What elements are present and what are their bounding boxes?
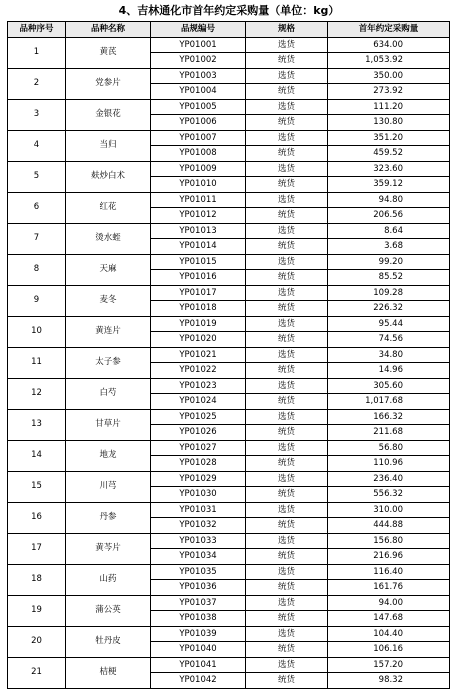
quantity-cell: 166.32 bbox=[328, 409, 450, 425]
quantity-cell: 3.68 bbox=[328, 239, 450, 255]
variety-name-cell: 山药 bbox=[66, 564, 151, 595]
quantity-cell: 104.40 bbox=[328, 626, 450, 642]
table-row bbox=[8, 564, 450, 580]
spec-code-cell: YP01016 bbox=[151, 270, 246, 286]
spec-code-cell: YP01031 bbox=[151, 502, 246, 518]
spec-code-cell: YP01002 bbox=[151, 53, 246, 69]
variety-no-cell: 21 bbox=[8, 657, 66, 688]
spec-code-cell: YP01040 bbox=[151, 642, 246, 658]
spec-cell: 选货 bbox=[246, 316, 328, 332]
variety-name-cell: 红花 bbox=[66, 192, 151, 223]
variety-no-cell: 9 bbox=[8, 285, 66, 316]
table-row bbox=[8, 533, 450, 549]
spec-cell: 统货 bbox=[246, 518, 328, 534]
variety-name-cell: 黄芪 bbox=[66, 37, 151, 68]
spec-code-cell: YP01008 bbox=[151, 146, 246, 162]
variety-no-cell: 1 bbox=[8, 37, 66, 68]
spec-cell: 选货 bbox=[246, 378, 328, 394]
quantity-cell: 14.96 bbox=[328, 363, 450, 379]
spec-code-cell: YP01042 bbox=[151, 673, 246, 689]
spec-code-cell: YP01004 bbox=[151, 84, 246, 100]
variety-no-cell: 18 bbox=[8, 564, 66, 595]
spec-cell: 选货 bbox=[246, 254, 328, 270]
spec-code-cell: YP01038 bbox=[151, 611, 246, 627]
spec-cell: 统货 bbox=[246, 580, 328, 596]
spec-code-cell: YP01006 bbox=[151, 115, 246, 131]
quantity-cell: 34.80 bbox=[328, 347, 450, 363]
variety-name-cell: 天麻 bbox=[66, 254, 151, 285]
variety-no-cell: 2 bbox=[8, 68, 66, 99]
spec-code-cell: YP01033 bbox=[151, 533, 246, 549]
spec-cell: 选货 bbox=[246, 192, 328, 208]
variety-name-cell: 麦冬 bbox=[66, 285, 151, 316]
spec-code-cell: YP01030 bbox=[151, 487, 246, 503]
spec-cell: 选货 bbox=[246, 657, 328, 673]
variety-no-cell: 3 bbox=[8, 99, 66, 130]
spec-cell: 统货 bbox=[246, 177, 328, 193]
quantity-cell: 116.40 bbox=[328, 564, 450, 580]
table-row bbox=[8, 130, 450, 146]
quantity-cell: 323.60 bbox=[328, 161, 450, 177]
quantity-cell: 94.00 bbox=[328, 595, 450, 611]
table-row bbox=[8, 626, 450, 642]
spec-code-cell: YP01027 bbox=[151, 440, 246, 456]
quantity-cell: 161.76 bbox=[328, 580, 450, 596]
header-row bbox=[8, 22, 450, 38]
variety-no-cell: 13 bbox=[8, 409, 66, 440]
variety-no-cell: 11 bbox=[8, 347, 66, 378]
spec-code-cell: YP01003 bbox=[151, 68, 246, 84]
spec-cell: 统货 bbox=[246, 549, 328, 565]
quantity-cell: 130.80 bbox=[328, 115, 450, 131]
variety-no-cell: 17 bbox=[8, 533, 66, 564]
spec-cell: 统货 bbox=[246, 611, 328, 627]
table-row bbox=[8, 254, 450, 270]
variety-name-cell: 黄连片 bbox=[66, 316, 151, 347]
variety-name-cell: 蒲公英 bbox=[66, 595, 151, 626]
quantity-cell: 359.12 bbox=[328, 177, 450, 193]
table-row bbox=[8, 347, 450, 363]
spec-code-cell: YP01022 bbox=[151, 363, 246, 379]
table-row bbox=[8, 409, 450, 425]
table-row bbox=[8, 316, 450, 332]
variety-no-cell: 14 bbox=[8, 440, 66, 471]
quantity-cell: 156.80 bbox=[328, 533, 450, 549]
quantity-cell: 1,017.68 bbox=[328, 394, 450, 410]
variety-name-cell: 牡丹皮 bbox=[66, 626, 151, 657]
variety-no-cell: 16 bbox=[8, 502, 66, 533]
spec-code-cell: YP01021 bbox=[151, 347, 246, 363]
variety-name-cell: 桔梗 bbox=[66, 657, 151, 688]
spec-cell: 统货 bbox=[246, 53, 328, 69]
table-row bbox=[8, 471, 450, 487]
quantity-cell: 273.92 bbox=[328, 84, 450, 100]
spec-code-cell: YP01020 bbox=[151, 332, 246, 348]
spec-cell: 统货 bbox=[246, 456, 328, 472]
spec-cell: 选货 bbox=[246, 130, 328, 146]
spec-cell: 选货 bbox=[246, 471, 328, 487]
quantity-cell: 206.56 bbox=[328, 208, 450, 224]
quantity-cell: 236.40 bbox=[328, 471, 450, 487]
quantity-cell: 98.32 bbox=[328, 673, 450, 689]
spec-code-cell: YP01028 bbox=[151, 456, 246, 472]
spec-code-cell: YP01007 bbox=[151, 130, 246, 146]
variety-no-cell: 12 bbox=[8, 378, 66, 409]
table-row bbox=[8, 99, 450, 115]
variety-no-cell: 4 bbox=[8, 130, 66, 161]
variety-no-cell: 8 bbox=[8, 254, 66, 285]
spec-code-cell: YP01014 bbox=[151, 239, 246, 255]
spec-cell: 选货 bbox=[246, 440, 328, 456]
variety-name-cell: 麸炒白术 bbox=[66, 161, 151, 192]
quantity-cell: 106.16 bbox=[328, 642, 450, 658]
spec-cell: 统货 bbox=[246, 239, 328, 255]
variety-no-cell: 6 bbox=[8, 192, 66, 223]
variety-name-cell: 黄芩片 bbox=[66, 533, 151, 564]
header-quantity: 首年约定采购量 bbox=[328, 22, 450, 38]
spec-cell: 选货 bbox=[246, 68, 328, 84]
quantity-cell: 556.32 bbox=[328, 487, 450, 503]
table-row bbox=[8, 502, 450, 518]
spec-cell: 选货 bbox=[246, 564, 328, 580]
quantity-cell: 95.44 bbox=[328, 316, 450, 332]
spec-code-cell: YP01012 bbox=[151, 208, 246, 224]
table-row bbox=[8, 68, 450, 84]
spec-code-cell: YP01026 bbox=[151, 425, 246, 441]
procurement-table bbox=[7, 21, 450, 689]
quantity-cell: 56.80 bbox=[328, 440, 450, 456]
spec-cell: 选货 bbox=[246, 223, 328, 239]
spec-cell: 统货 bbox=[246, 332, 328, 348]
quantity-cell: 111.20 bbox=[328, 99, 450, 115]
spec-cell: 统货 bbox=[246, 394, 328, 410]
quantity-cell: 351.20 bbox=[328, 130, 450, 146]
quantity-cell: 1,053.92 bbox=[328, 53, 450, 69]
quantity-cell: 310.00 bbox=[328, 502, 450, 518]
spec-code-cell: YP01011 bbox=[151, 192, 246, 208]
header-variety-no: 品种序号 bbox=[8, 22, 66, 38]
variety-name-cell: 川芎 bbox=[66, 471, 151, 502]
quantity-cell: 216.96 bbox=[328, 549, 450, 565]
spec-cell: 统货 bbox=[246, 146, 328, 162]
spec-cell: 选货 bbox=[246, 347, 328, 363]
quantity-cell: 109.28 bbox=[328, 285, 450, 301]
spec-code-cell: YP01032 bbox=[151, 518, 246, 534]
quantity-cell: 99.20 bbox=[328, 254, 450, 270]
spec-code-cell: YP01018 bbox=[151, 301, 246, 317]
spec-code-cell: YP01010 bbox=[151, 177, 246, 193]
spec-code-cell: YP01036 bbox=[151, 580, 246, 596]
variety-name-cell: 丹参 bbox=[66, 502, 151, 533]
variety-name-cell: 金银花 bbox=[66, 99, 151, 130]
table-row bbox=[8, 595, 450, 611]
spec-code-cell: YP01034 bbox=[151, 549, 246, 565]
spec-code-cell: YP01019 bbox=[151, 316, 246, 332]
spec-cell: 选货 bbox=[246, 99, 328, 115]
spec-cell: 统货 bbox=[246, 301, 328, 317]
quantity-cell: 459.52 bbox=[328, 146, 450, 162]
spec-code-cell: YP01035 bbox=[151, 564, 246, 580]
spec-cell: 选货 bbox=[246, 502, 328, 518]
variety-no-cell: 7 bbox=[8, 223, 66, 254]
quantity-cell: 8.64 bbox=[328, 223, 450, 239]
spec-cell: 选货 bbox=[246, 533, 328, 549]
quantity-cell: 110.96 bbox=[328, 456, 450, 472]
spec-cell: 选货 bbox=[246, 409, 328, 425]
variety-no-cell: 5 bbox=[8, 161, 66, 192]
quantity-cell: 226.32 bbox=[328, 301, 450, 317]
spec-code-cell: YP01005 bbox=[151, 99, 246, 115]
spec-cell: 统货 bbox=[246, 673, 328, 689]
spec-cell: 选货 bbox=[246, 161, 328, 177]
table-row bbox=[8, 285, 450, 301]
quantity-cell: 444.88 bbox=[328, 518, 450, 534]
table-header bbox=[8, 22, 450, 38]
spec-cell: 选货 bbox=[246, 285, 328, 301]
spec-code-cell: YP01037 bbox=[151, 595, 246, 611]
table-row bbox=[8, 440, 450, 456]
quantity-cell: 85.52 bbox=[328, 270, 450, 286]
variety-name-cell: 太子参 bbox=[66, 347, 151, 378]
spec-code-cell: YP01015 bbox=[151, 254, 246, 270]
variety-no-cell: 10 bbox=[8, 316, 66, 347]
quantity-cell: 74.56 bbox=[328, 332, 450, 348]
variety-no-cell: 20 bbox=[8, 626, 66, 657]
spec-cell: 统货 bbox=[246, 84, 328, 100]
table-row bbox=[8, 378, 450, 394]
spec-code-cell: YP01001 bbox=[151, 37, 246, 53]
spec-code-cell: YP01013 bbox=[151, 223, 246, 239]
table-body bbox=[8, 37, 450, 688]
variety-name-cell: 地龙 bbox=[66, 440, 151, 471]
spec-cell: 统货 bbox=[246, 115, 328, 131]
spec-code-cell: YP01039 bbox=[151, 626, 246, 642]
spec-cell: 统货 bbox=[246, 642, 328, 658]
spec-cell: 统货 bbox=[246, 487, 328, 503]
variety-name-cell: 当归 bbox=[66, 130, 151, 161]
quantity-cell: 157.20 bbox=[328, 657, 450, 673]
variety-name-cell: 甘草片 bbox=[66, 409, 151, 440]
spec-code-cell: YP01024 bbox=[151, 394, 246, 410]
spec-cell: 统货 bbox=[246, 208, 328, 224]
variety-name-cell: 白芍 bbox=[66, 378, 151, 409]
variety-name-cell: 烫水蛭 bbox=[66, 223, 151, 254]
table-row bbox=[8, 161, 450, 177]
quantity-cell: 350.00 bbox=[328, 68, 450, 84]
quantity-cell: 211.68 bbox=[328, 425, 450, 441]
spec-code-cell: YP01041 bbox=[151, 657, 246, 673]
header-variety-name: 品种名称 bbox=[66, 22, 151, 38]
spec-cell: 统货 bbox=[246, 363, 328, 379]
spec-code-cell: YP01009 bbox=[151, 161, 246, 177]
table-row bbox=[8, 192, 450, 208]
table-row bbox=[8, 223, 450, 239]
header-spec: 规格 bbox=[246, 22, 328, 38]
spec-cell: 选货 bbox=[246, 626, 328, 642]
quantity-cell: 147.68 bbox=[328, 611, 450, 627]
spec-code-cell: YP01029 bbox=[151, 471, 246, 487]
spec-code-cell: YP01023 bbox=[151, 378, 246, 394]
variety-name-cell: 党参片 bbox=[66, 68, 151, 99]
spec-code-cell: YP01017 bbox=[151, 285, 246, 301]
spec-cell: 统货 bbox=[246, 270, 328, 286]
variety-no-cell: 19 bbox=[8, 595, 66, 626]
header-spec-code: 品规编号 bbox=[151, 22, 246, 38]
quantity-cell: 94.80 bbox=[328, 192, 450, 208]
table-row bbox=[8, 657, 450, 673]
quantity-cell: 305.60 bbox=[328, 378, 450, 394]
spec-cell: 统货 bbox=[246, 425, 328, 441]
spec-cell: 选货 bbox=[246, 37, 328, 53]
table-title: 4、吉林通化市首年约定采购量（单位：kg） bbox=[118, 4, 340, 17]
spec-code-cell: YP01025 bbox=[151, 409, 246, 425]
spec-cell: 选货 bbox=[246, 595, 328, 611]
variety-no-cell: 15 bbox=[8, 471, 66, 502]
table-row bbox=[8, 37, 450, 53]
quantity-cell: 634.00 bbox=[328, 37, 450, 53]
